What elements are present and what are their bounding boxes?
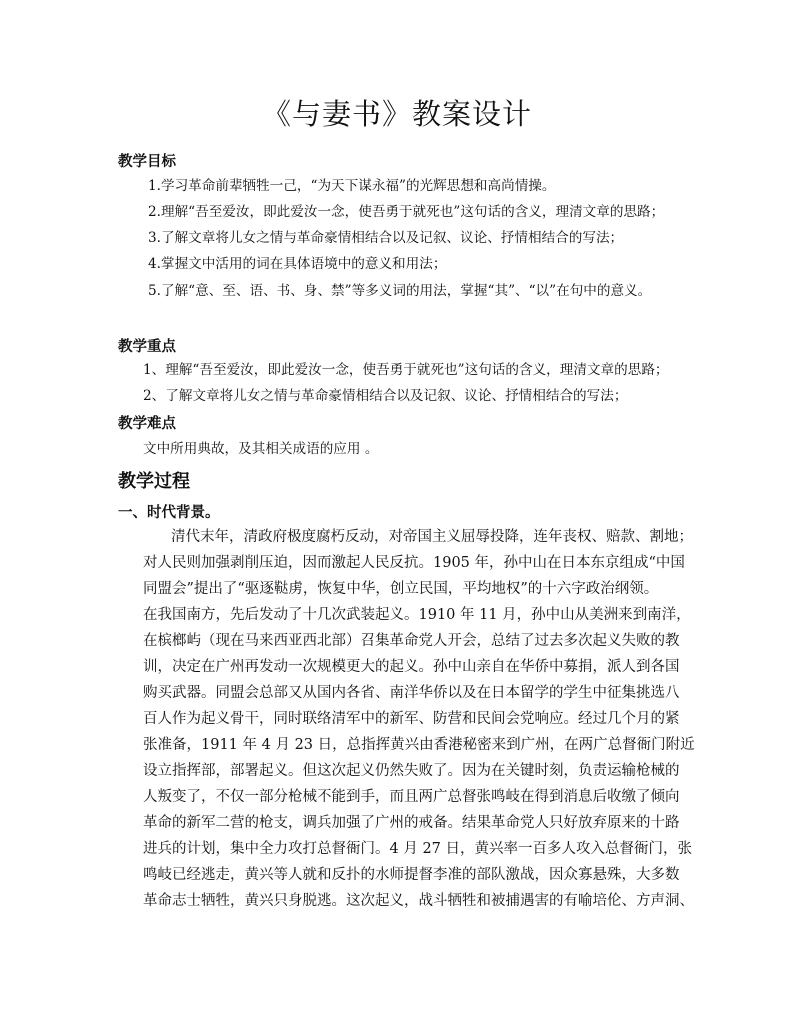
difficulty-heading: 教学难点 — [118, 416, 176, 432]
goal-item: 2.理解“吾至爱汝，即此爱汝一念，使吾勇于就死也”这句话的含义，理清文章的思路； — [148, 204, 665, 220]
goal-item: 3.了解文章将儿女之情与革命豪情相结合以及记叙、议论、抒情相结合的写法； — [148, 230, 624, 246]
process-heading: 教学过程 — [118, 471, 190, 492]
goal-item: 1.学习革命前辈牺牲一己，“为天下谋永福”的光辉思想和高尚情操。 — [148, 178, 556, 194]
paragraph-line: 对人民则加强剥削压迫，因而激起人民反抗。1905 年，孙中山在日本东京组成“中国 — [143, 555, 685, 571]
goal-item: 4.掌握文中活用的词在具体语境中的意义和用法； — [148, 256, 447, 272]
paragraph-line: 在槟榔屿（现在马来西亚西北部）召集革命党人开会，总结了过去多次起义失败的教 — [143, 633, 680, 649]
section-heading: 一、时代背景。 — [118, 505, 220, 521]
paragraph-line: 同盟会”提出了“驱逐鞑虏，恢复中华，创立民国，平均地权”的十六字政治纲领。 — [143, 581, 659, 597]
paragraph-line: 革命志士牺牲，黄兴只身脱逃。这次起义，战斗牺牲和被捕遇害的有喻培伦、方声洞、 — [143, 893, 694, 909]
paragraph-line: 购买武器。同盟会总部又从国内各省、南洋华侨以及在日本留学的学生中征集挑选八 — [143, 685, 680, 701]
paragraph-line: 设立指挥部，部署起义。但这次起义仍然失败了。因为在关键时刻，负责运输枪械的 — [143, 763, 680, 779]
paragraph-line: 张准备，1911 年 4 月 23 日，总指挥黄兴由香港秘密来到广州，在两广总督衙门附近 — [143, 737, 695, 753]
paragraph-line: 鸣岐已经逃走，黄兴等人就和反扑的水师提督李准的部队激战，因众寡悬殊，大多数 — [143, 867, 680, 883]
goal-item: 5.了解“意、至、语、书、身、禁”等多义词的用法，掌握“其”、“以”在句中的意义。 — [148, 283, 652, 299]
paragraph-line: 人叛变了，不仅一部分枪械不能到手，而且两广总督张鸣岐在得到消息后收缴了倾向 — [143, 789, 680, 805]
difficulty-text: 文中所用典故，及其相关成语的应用 。 — [143, 441, 379, 457]
page-title: 《与妻书》教案设计 — [261, 97, 532, 131]
paragraph-line: 百人作为起义骨干，同时联络清军中的新军、防营和民间会党响应。经过几个月的紧 — [143, 711, 680, 727]
paragraph-line: 进兵的计划，集中全力攻打总督衙门。4 月 27 日，黄兴率一百多人攻入总督衙门，张 — [143, 841, 693, 857]
paragraph-line: 在我国南方，先后发动了十几次武装起义。1910 年 11 月，孙中山从美洲来到南洋， — [143, 607, 691, 623]
key-points-heading: 教学重点 — [118, 339, 176, 355]
key-point-item: 1、理解“吾至爱汝，即此爱汝一念，使吾勇于就死也”这句话的含义，理清文章的思路； — [143, 362, 669, 378]
goals-heading: 教学目标 — [118, 154, 176, 170]
paragraph-line: 革命的新军二营的枪支，调兵加强了广州的戒备。结果革命党人只好放弃原来的十路 — [143, 815, 680, 831]
paragraph-line: 训，决定在广州再发动一次规模更大的起义。孙中山亲自在华侨中募捐，派人到各国 — [143, 659, 680, 675]
paragraph-line: 清代末年，清政府极度腐朽反动，对帝国主义屈辱投降，连年丧权、赔款、割地； — [171, 529, 693, 545]
key-point-item: 2、了解文章将儿女之情与革命豪情相结合以及记叙、议论、抒情相结合的写法； — [143, 388, 628, 404]
